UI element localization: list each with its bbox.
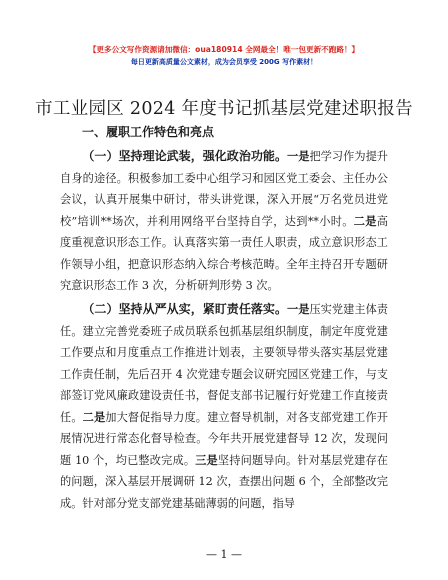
paragraph-theory xyxy=(60,146,388,297)
point-marker: 一是 xyxy=(287,302,310,316)
paragraph-text: 坚持问题导向。针对基层党建存在的问题，深入基层开展调研 12 次，查摆出问题 6 个，全部整改完成。针对部分党支部党建基础薄弱的问题，指导 xyxy=(60,453,388,510)
promo-banner-top: 【更多公文写作资源请加微信：oua180914 全网最全！唯一包更新不跑路！】 xyxy=(88,45,360,54)
paragraph-text: 加大督促指导力度。建立督导机制，对各支部党建工作开展情况进行常态化督导检查。今年共开展党建督导 12 次，发现问题 10 个，均已整改完成。 xyxy=(60,410,388,467)
paragraph-responsibility xyxy=(60,299,388,514)
paragraph-lead: （二）坚持从严从实，紧盯责任落实。 xyxy=(82,302,287,316)
document-title: 市工业园区 2024 年度书记抓基层党建述职报告 xyxy=(35,99,413,119)
point-marker: 三是 xyxy=(195,452,218,467)
point-marker: 二是 xyxy=(82,409,106,424)
paragraph-lead: （一）坚持理论武装，强化政治功能。 xyxy=(82,149,287,163)
paragraph-text: 把学习作为提升自身的途径。积极参加工委中心组学习和园区党工委会、主任办公会议，认真开展集中研讨，带头讲党课，深入开展“万名党员进党校”培训**场次，并利用网络平台坚持自学，达到**小时。 xyxy=(60,150,388,228)
section-heading: 一、履职工作特色和亮点 xyxy=(82,125,215,139)
point-marker: 一是 xyxy=(287,149,310,163)
paragraph-text: 压实党建主体责任。建立完善党委班子成员联系包抓基层组织制度，制定年度党建工作要点和月度重点工作推进计划表，主要领导带头落实基层党建工作责任制，先后召开 4 次党建专题会议研究园区党建工作，与支部签订党风廉政建设责任书，督促支部书记履行好党建工作直接责任。 xyxy=(60,303,388,424)
paragraph-text: 高度重视意识形态工作。认真落实第一责任人职责，成立意识形态工作领导小组，把意识形态纳入综合考核范畴。全年主持召开专题研究意识形态工作 3 次，分析研判形势 3 次。 xyxy=(60,214,388,292)
point-marker: 二是 xyxy=(353,213,377,228)
page-number: — 1 — xyxy=(206,548,242,561)
promo-banner-subline: 每日更新高质量公文素材，成为会员享受 200G 写作素材！ xyxy=(130,58,318,66)
